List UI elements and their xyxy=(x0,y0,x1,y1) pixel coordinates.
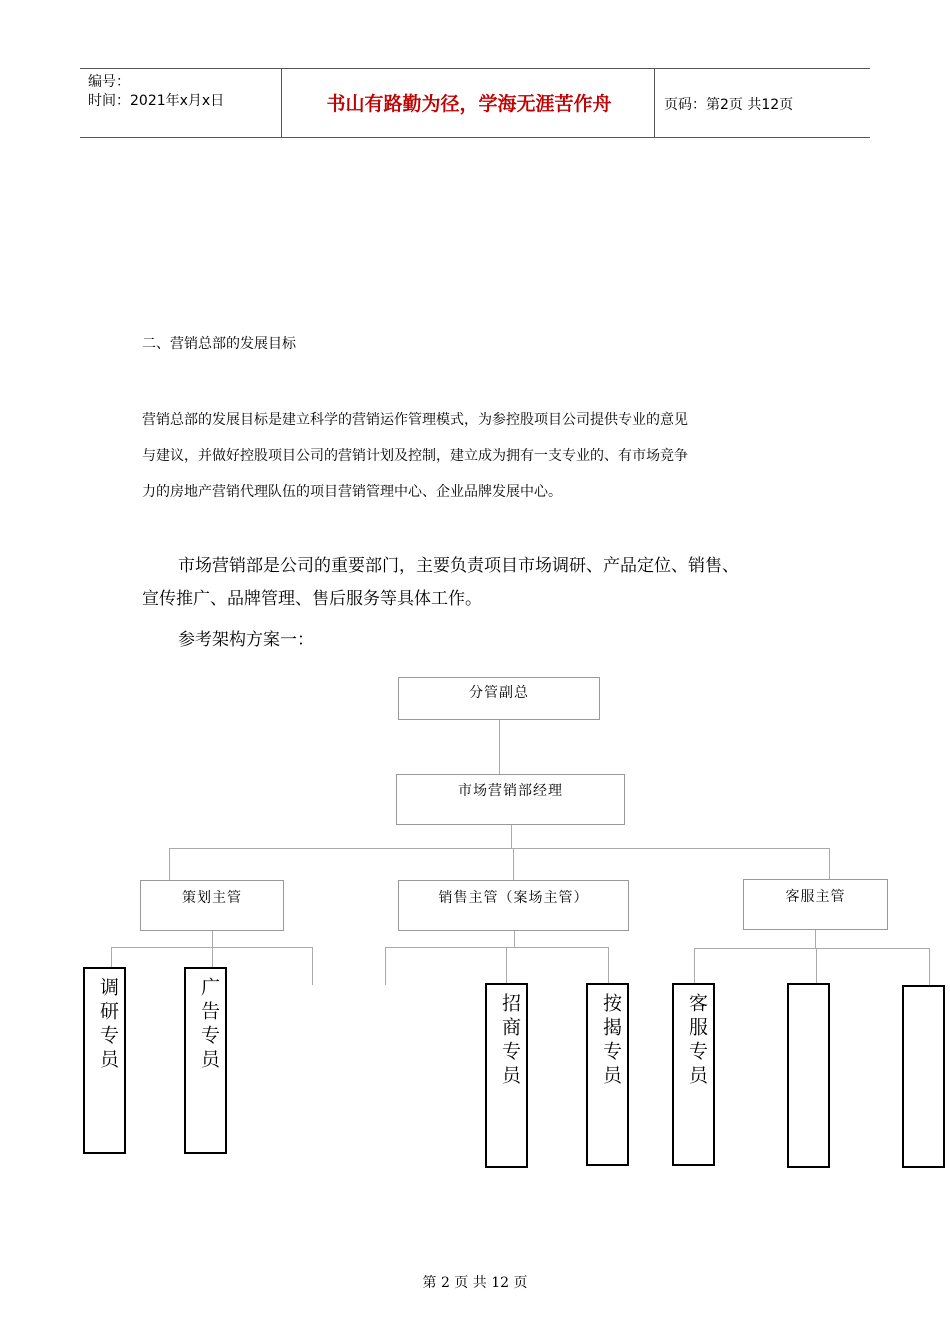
connector-line xyxy=(385,947,386,985)
connector-line xyxy=(506,947,507,983)
staff-box-advertising xyxy=(184,967,227,1154)
staff-label: 按揭专员 xyxy=(600,993,622,1089)
page-footer: 第 2 页 共 12 页 xyxy=(422,1275,528,1291)
staff-label: 调研专员 xyxy=(97,977,119,1073)
staff-label: 招商专员 xyxy=(499,993,521,1089)
connector-line xyxy=(511,824,512,848)
header-pager: 页码：第2页 共12页 xyxy=(664,97,794,113)
paragraph-line: 市场营销部是公司的重要部门，主要负责项目市场调研、产品定位、销售、 xyxy=(178,556,739,576)
connector-line xyxy=(385,947,609,948)
staff-label: 广告专员 xyxy=(198,977,220,1073)
paragraph-department xyxy=(142,550,739,616)
connector-line xyxy=(815,930,816,948)
connector-line xyxy=(169,848,170,880)
staff-box-mortgage xyxy=(586,983,629,1166)
scheme-title: 参考架构方案一： xyxy=(178,630,314,650)
connector-line xyxy=(212,930,213,947)
staff-box-investment xyxy=(485,983,528,1168)
header-divider xyxy=(281,69,282,137)
connector-line xyxy=(169,848,830,849)
header-time: 时间：2021年x月x日 xyxy=(88,93,225,109)
connector-line xyxy=(816,948,817,983)
page-header xyxy=(80,68,870,138)
connector-line xyxy=(499,719,500,774)
paragraph-line: 力的房地产营销代理队伍的项目营销管理中心、企业品牌发展中心。 xyxy=(142,484,562,500)
connector-line xyxy=(608,947,609,983)
org-box-planning: 策划主管 xyxy=(140,880,284,931)
staff-box-research xyxy=(83,967,126,1154)
paragraph-goal xyxy=(142,402,822,510)
org-box-sales: 销售主管（案场主管） xyxy=(398,880,629,931)
connector-line xyxy=(111,947,112,967)
connector-line xyxy=(312,947,313,985)
paragraph-line: 宣传推广、品牌管理、售后服务等具体工作。 xyxy=(142,589,482,609)
staff-box-customer-service xyxy=(672,983,715,1166)
connector-line xyxy=(212,947,213,967)
paragraph-line: 营销总部的发展目标是建立科学的营销运作管理模式，为参控股项目公司提供专业的意见 xyxy=(142,412,688,428)
org-box-vp: 分管副总 xyxy=(398,677,600,720)
staff-label: 客服专员 xyxy=(686,993,708,1089)
connector-line xyxy=(929,948,930,985)
header-motto: 书山有路勤为径，学海无涯苦作舟 xyxy=(326,93,612,115)
org-box-manager: 市场营销部经理 xyxy=(396,774,625,825)
org-box-service: 客服主管 xyxy=(743,879,888,930)
header-number: 编号： xyxy=(88,74,130,90)
staff-box-blank xyxy=(902,985,945,1168)
paragraph-line: 与建议，并做好控股项目公司的营销计划及控制，建立成为拥有一支专业的、有市场竞争 xyxy=(142,448,688,464)
header-meta xyxy=(88,73,224,111)
section-title: 二、营销总部的发展目标 xyxy=(142,336,296,352)
connector-line xyxy=(829,848,830,880)
connector-line xyxy=(514,930,515,947)
connector-line xyxy=(694,948,695,983)
staff-box-blank xyxy=(787,983,830,1168)
connector-line xyxy=(513,848,514,880)
connector-line xyxy=(694,948,930,949)
